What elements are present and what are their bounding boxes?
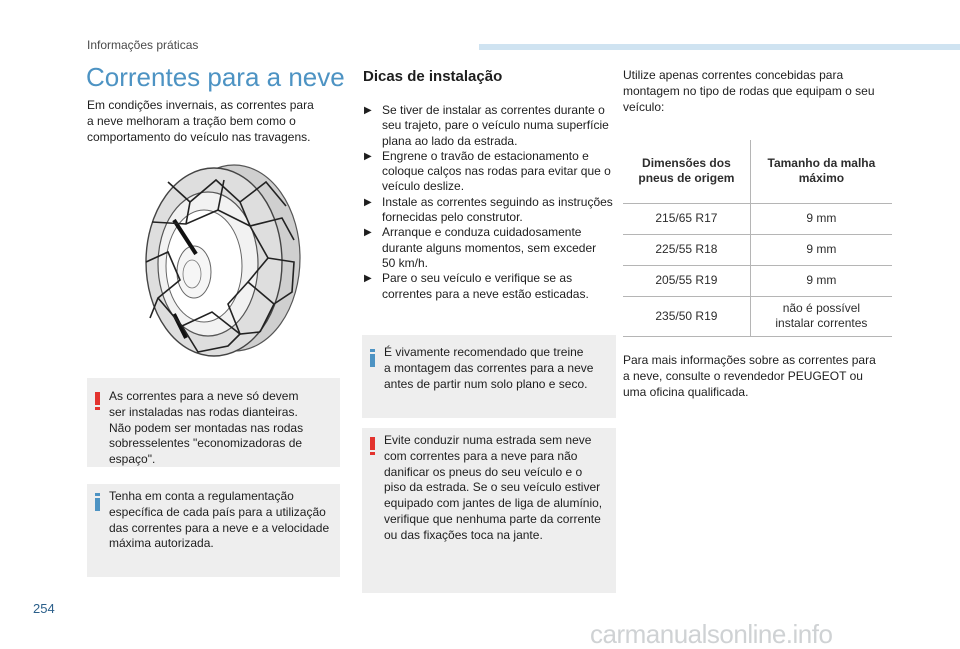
table-row xyxy=(623,203,892,234)
bullet-arrow-icon: ▶ xyxy=(364,273,372,285)
column-header-tyre-dimensions: Dimensões dos pneus de origem xyxy=(623,140,750,203)
warning-icon xyxy=(370,437,375,455)
watermark: carmanualsonline.info xyxy=(590,619,833,649)
intro-paragraph: Em condições invernais, as correntes para a neve melhoram a tração bem como o comportamento do veículo nas travagens. xyxy=(87,98,314,144)
table-row xyxy=(623,234,892,265)
table-cell: 9 mm xyxy=(750,265,892,296)
list-item: ▶ Instale as correntes seguindo as instruções fornecidas pelo construtor. xyxy=(364,194,613,225)
info-text: Tenha em conta a regulamentação específica de cada país para a utilização das correntes para a neve e a velocidade máxima autorizada. xyxy=(109,489,330,551)
list-item: ▶ Engrene o travão de estacionamento e coloque calços nas rodas para evitar que o veículo deslize. xyxy=(364,148,611,194)
info-icon xyxy=(370,349,375,367)
page-title: Correntes para a neve xyxy=(86,62,345,92)
warning-box-front-wheels xyxy=(87,378,340,467)
info-text: É vivamente recomendado que treine a montagem das correntes para a neve antes de partir num solo plano e seco. xyxy=(384,345,594,391)
warning-text: As correntes para a neve só devem ser instaladas nas rodas dianteiras. Não podem ser montadas nas rodas sobresselentes "economizadoras de espaço". xyxy=(109,389,304,467)
table-cell: 9 mm xyxy=(750,234,892,265)
column-header-max-link-size: Tamanho da malha máximo xyxy=(750,140,892,203)
info-box-practice xyxy=(362,335,616,418)
warning-icon xyxy=(95,392,100,410)
table-cell: 225/55 R18 xyxy=(623,234,750,265)
snow-chain-wheel-illustration xyxy=(128,162,304,360)
list-item: ▶ Pare o seu veículo e verifique se as correntes para a neve estão esticadas. xyxy=(364,271,589,301)
header-bar xyxy=(479,44,960,50)
warning-text: Evite conduzir numa estrada sem neve com correntes para a neve para não danificar os pneus do seu veículo e o piso da estrada. Se o seu veículo estiver equipado com jantes de liga de alumínio, verifique que nenhuma parte da corrente ou das fixações toca na jante. xyxy=(384,433,603,542)
table-cell: 215/65 R17 xyxy=(623,203,750,234)
page-number: 254 xyxy=(33,601,55,616)
table-cell: 205/55 R19 xyxy=(623,265,750,296)
list-item: ▶ Se tiver de instalar as correntes durante o seu trajeto, pare o veículo numa superfície plana ao lado da estrada. xyxy=(364,103,609,148)
chain-size-table xyxy=(623,140,892,337)
warning-box-no-snow xyxy=(362,428,616,593)
right-outro-paragraph: Para mais informações sobre as correntes para a neve, consulte o revendedor PEUGEOT ou uma oficina qualificada. xyxy=(623,353,876,399)
table-row xyxy=(623,296,892,336)
bullet-arrow-icon: ▶ xyxy=(364,150,372,162)
section-heading: Dicas de instalação xyxy=(363,68,503,85)
info-box-regulations xyxy=(87,484,340,577)
bullet-arrow-icon: ▶ xyxy=(364,105,372,116)
table-cell: não é possível instalar correntes xyxy=(750,296,892,336)
table-header-row xyxy=(623,140,892,203)
bullet-arrow-icon: ▶ xyxy=(364,227,372,239)
right-intro-paragraph: Utilize apenas correntes concebidas para montagem no tipo de rodas que equipam o seu veículo: xyxy=(623,68,875,114)
info-icon xyxy=(95,493,100,511)
section-header: Informações práticas xyxy=(87,38,199,52)
table-cell: 9 mm xyxy=(750,203,892,234)
installation-tips-list xyxy=(364,103,616,302)
list-item: ▶ Arranque e conduza cuidadosamente durante alguns momentos, sem exceder 50 km/h. xyxy=(364,225,597,270)
table-cell: 235/50 R19 xyxy=(623,296,750,336)
bullet-arrow-icon: ▶ xyxy=(364,196,372,208)
table-row xyxy=(623,265,892,296)
